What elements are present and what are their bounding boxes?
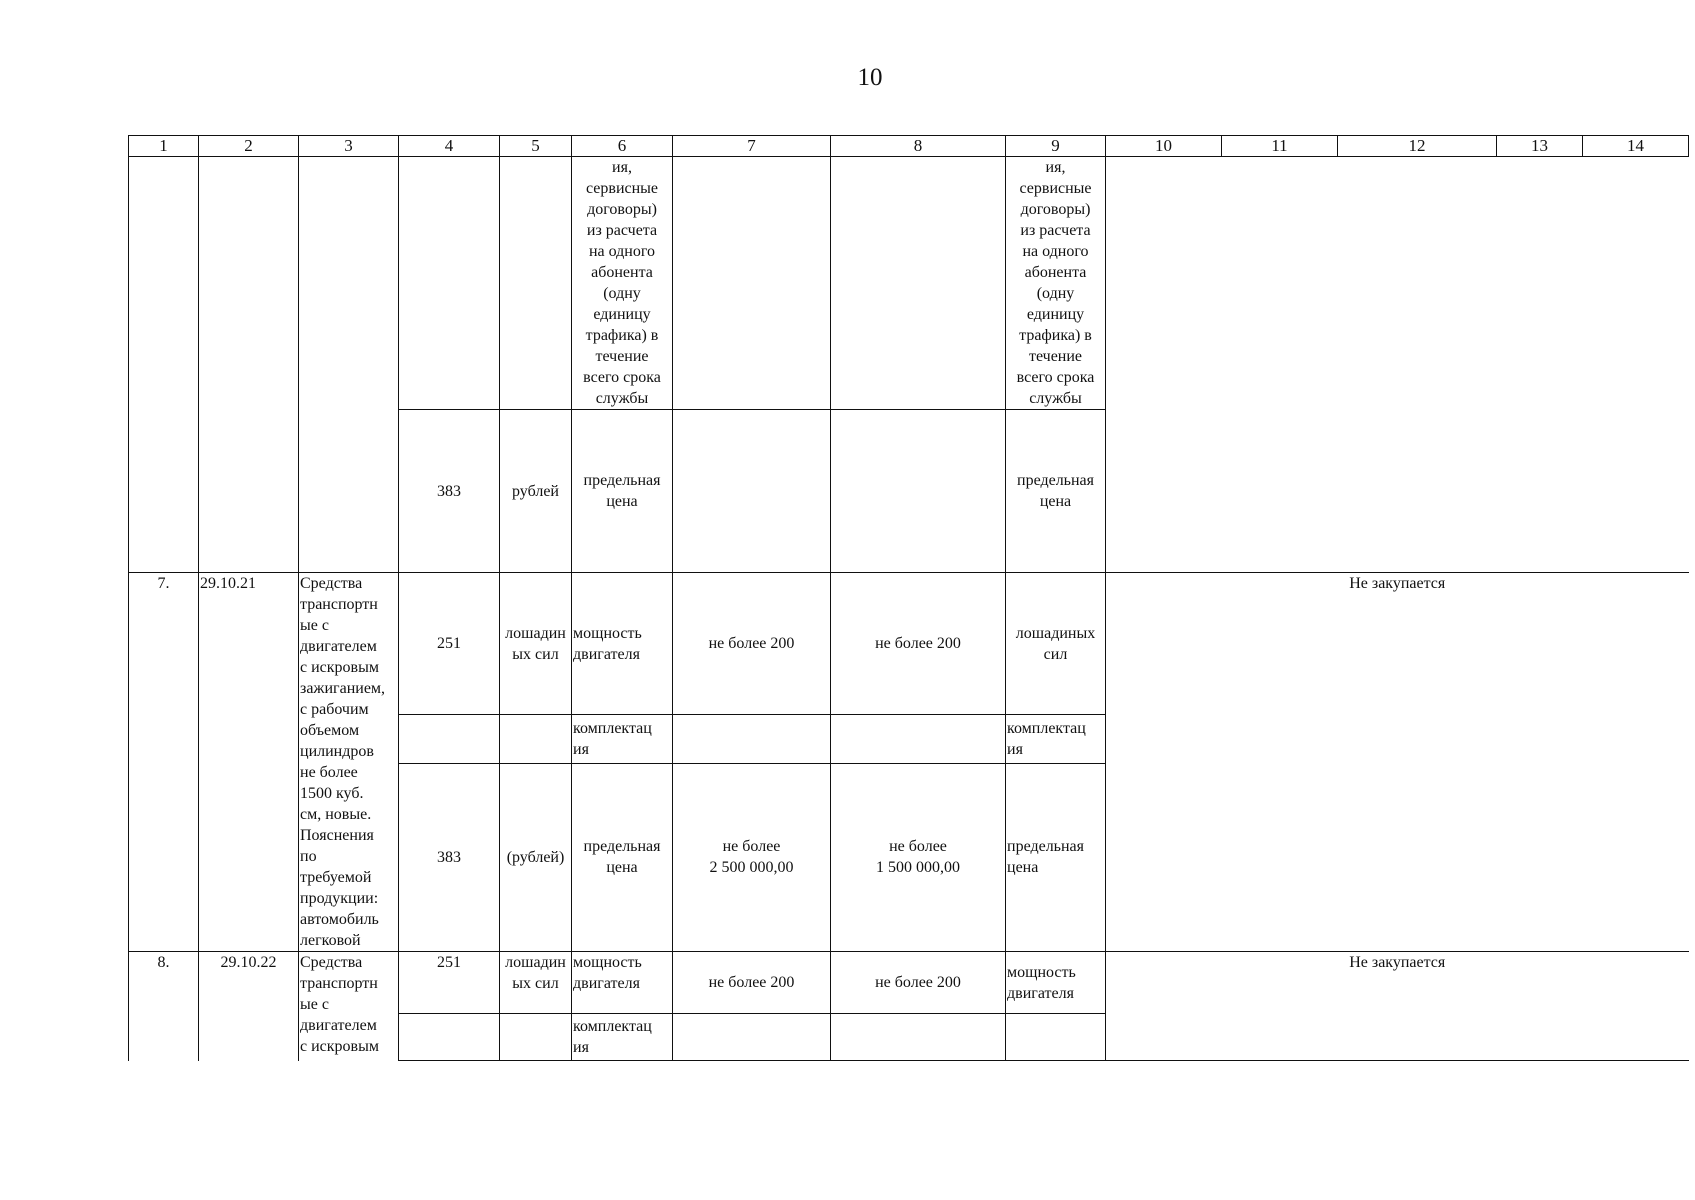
cell-num: 7.	[129, 573, 199, 952]
col-header: 10	[1106, 136, 1222, 157]
col-header: 14	[1583, 136, 1689, 157]
cell-desc: Средства транспортн ые с двигателем с искровым зажиганием, с рабочим объемом цилиндров не более 1500 куб. см, новые. Пояснения по требуемой продукции: автомобиль легковой	[299, 573, 399, 952]
requirements-table	[128, 135, 1689, 1061]
cell-value	[831, 157, 1006, 410]
cell-note: Не закупается	[1106, 573, 1689, 952]
col-header: 4	[399, 136, 500, 157]
cell-code	[399, 715, 500, 763]
cell-characteristic: мощность двигателя	[572, 573, 673, 715]
column-number-row	[129, 136, 1689, 157]
table-row	[129, 952, 1689, 1014]
cell-characteristic: ия, сервисные договоры) из расчета на одного абонента (одну единицу трафика) в течение всего срока службы	[1006, 157, 1106, 410]
cell-code	[399, 1014, 500, 1061]
cell-value: не более 200	[831, 952, 1006, 1014]
cell-code	[399, 157, 500, 410]
cell-characteristic: комплектац ия	[572, 1014, 673, 1061]
cell-value	[831, 410, 1006, 573]
cell-value	[673, 1014, 831, 1061]
cell-unit: лошадин ых сил	[500, 952, 572, 1014]
cell-characteristic: предельная цена	[1006, 410, 1106, 573]
cell-value	[831, 1014, 1006, 1061]
cell-unit	[500, 715, 572, 763]
col-header: 5	[500, 136, 572, 157]
cell-unit: рублей	[500, 410, 572, 573]
cell-characteristic: комплектац ия	[1006, 715, 1106, 763]
cell-value	[673, 157, 831, 410]
table-row	[129, 157, 1689, 410]
cell-characteristic: мощность двигателя	[1006, 952, 1106, 1014]
cell-okpd	[199, 157, 299, 573]
cell-value: не более 2 500 000,00	[673, 763, 831, 952]
page-number: 10	[857, 64, 883, 91]
col-header: 8	[831, 136, 1006, 157]
cell-note: Не закупается	[1106, 952, 1689, 1061]
cell-value	[831, 715, 1006, 763]
col-header: 13	[1497, 136, 1583, 157]
col-header: 11	[1222, 136, 1338, 157]
table-row	[129, 573, 1689, 715]
cell-characteristic: лошадиных сил	[1006, 573, 1106, 715]
cell-desc: Средства транспортн ые с двигателем с искровым	[299, 952, 399, 1061]
cell-characteristic: предельная цена	[572, 763, 673, 952]
col-header: 9	[1006, 136, 1106, 157]
col-header: 6	[572, 136, 673, 157]
cell-value: не более 200	[673, 952, 831, 1014]
col-header: 2	[199, 136, 299, 157]
col-header: 12	[1338, 136, 1497, 157]
cell-num	[129, 157, 199, 573]
cell-value	[673, 410, 831, 573]
col-header: 7	[673, 136, 831, 157]
cell-okpd: 29.10.21	[199, 573, 299, 952]
cell-okpd: 29.10.22	[199, 952, 299, 1061]
cell-characteristic	[1006, 1014, 1106, 1061]
cell-value: не более 1 500 000,00	[831, 763, 1006, 952]
cell-unit: лошадин ых сил	[500, 573, 572, 715]
col-header: 3	[299, 136, 399, 157]
cell-value	[673, 715, 831, 763]
cell-desc	[299, 157, 399, 573]
cell-characteristic: предельная цена	[572, 410, 673, 573]
cell-characteristic: мощность двигателя	[572, 952, 673, 1014]
cell-note-empty	[1106, 157, 1689, 573]
cell-characteristic: комплектац ия	[572, 715, 673, 763]
cell-value: не более 200	[673, 573, 831, 715]
cell-code: 383	[399, 763, 500, 952]
cell-characteristic: предельная цена	[1006, 763, 1106, 952]
cell-value: не более 200	[831, 573, 1006, 715]
cell-unit: (рублей)	[500, 763, 572, 952]
cell-code: 251	[399, 952, 500, 1014]
cell-num: 8.	[129, 952, 199, 1061]
cell-unit	[500, 1014, 572, 1061]
cell-unit	[500, 157, 572, 410]
cell-code: 251	[399, 573, 500, 715]
cell-code: 383	[399, 410, 500, 573]
col-header: 1	[129, 136, 199, 157]
cell-characteristic: ия, сервисные договоры) из расчета на одного абонента (одну единицу трафика) в течение всего срока службы	[572, 157, 673, 410]
